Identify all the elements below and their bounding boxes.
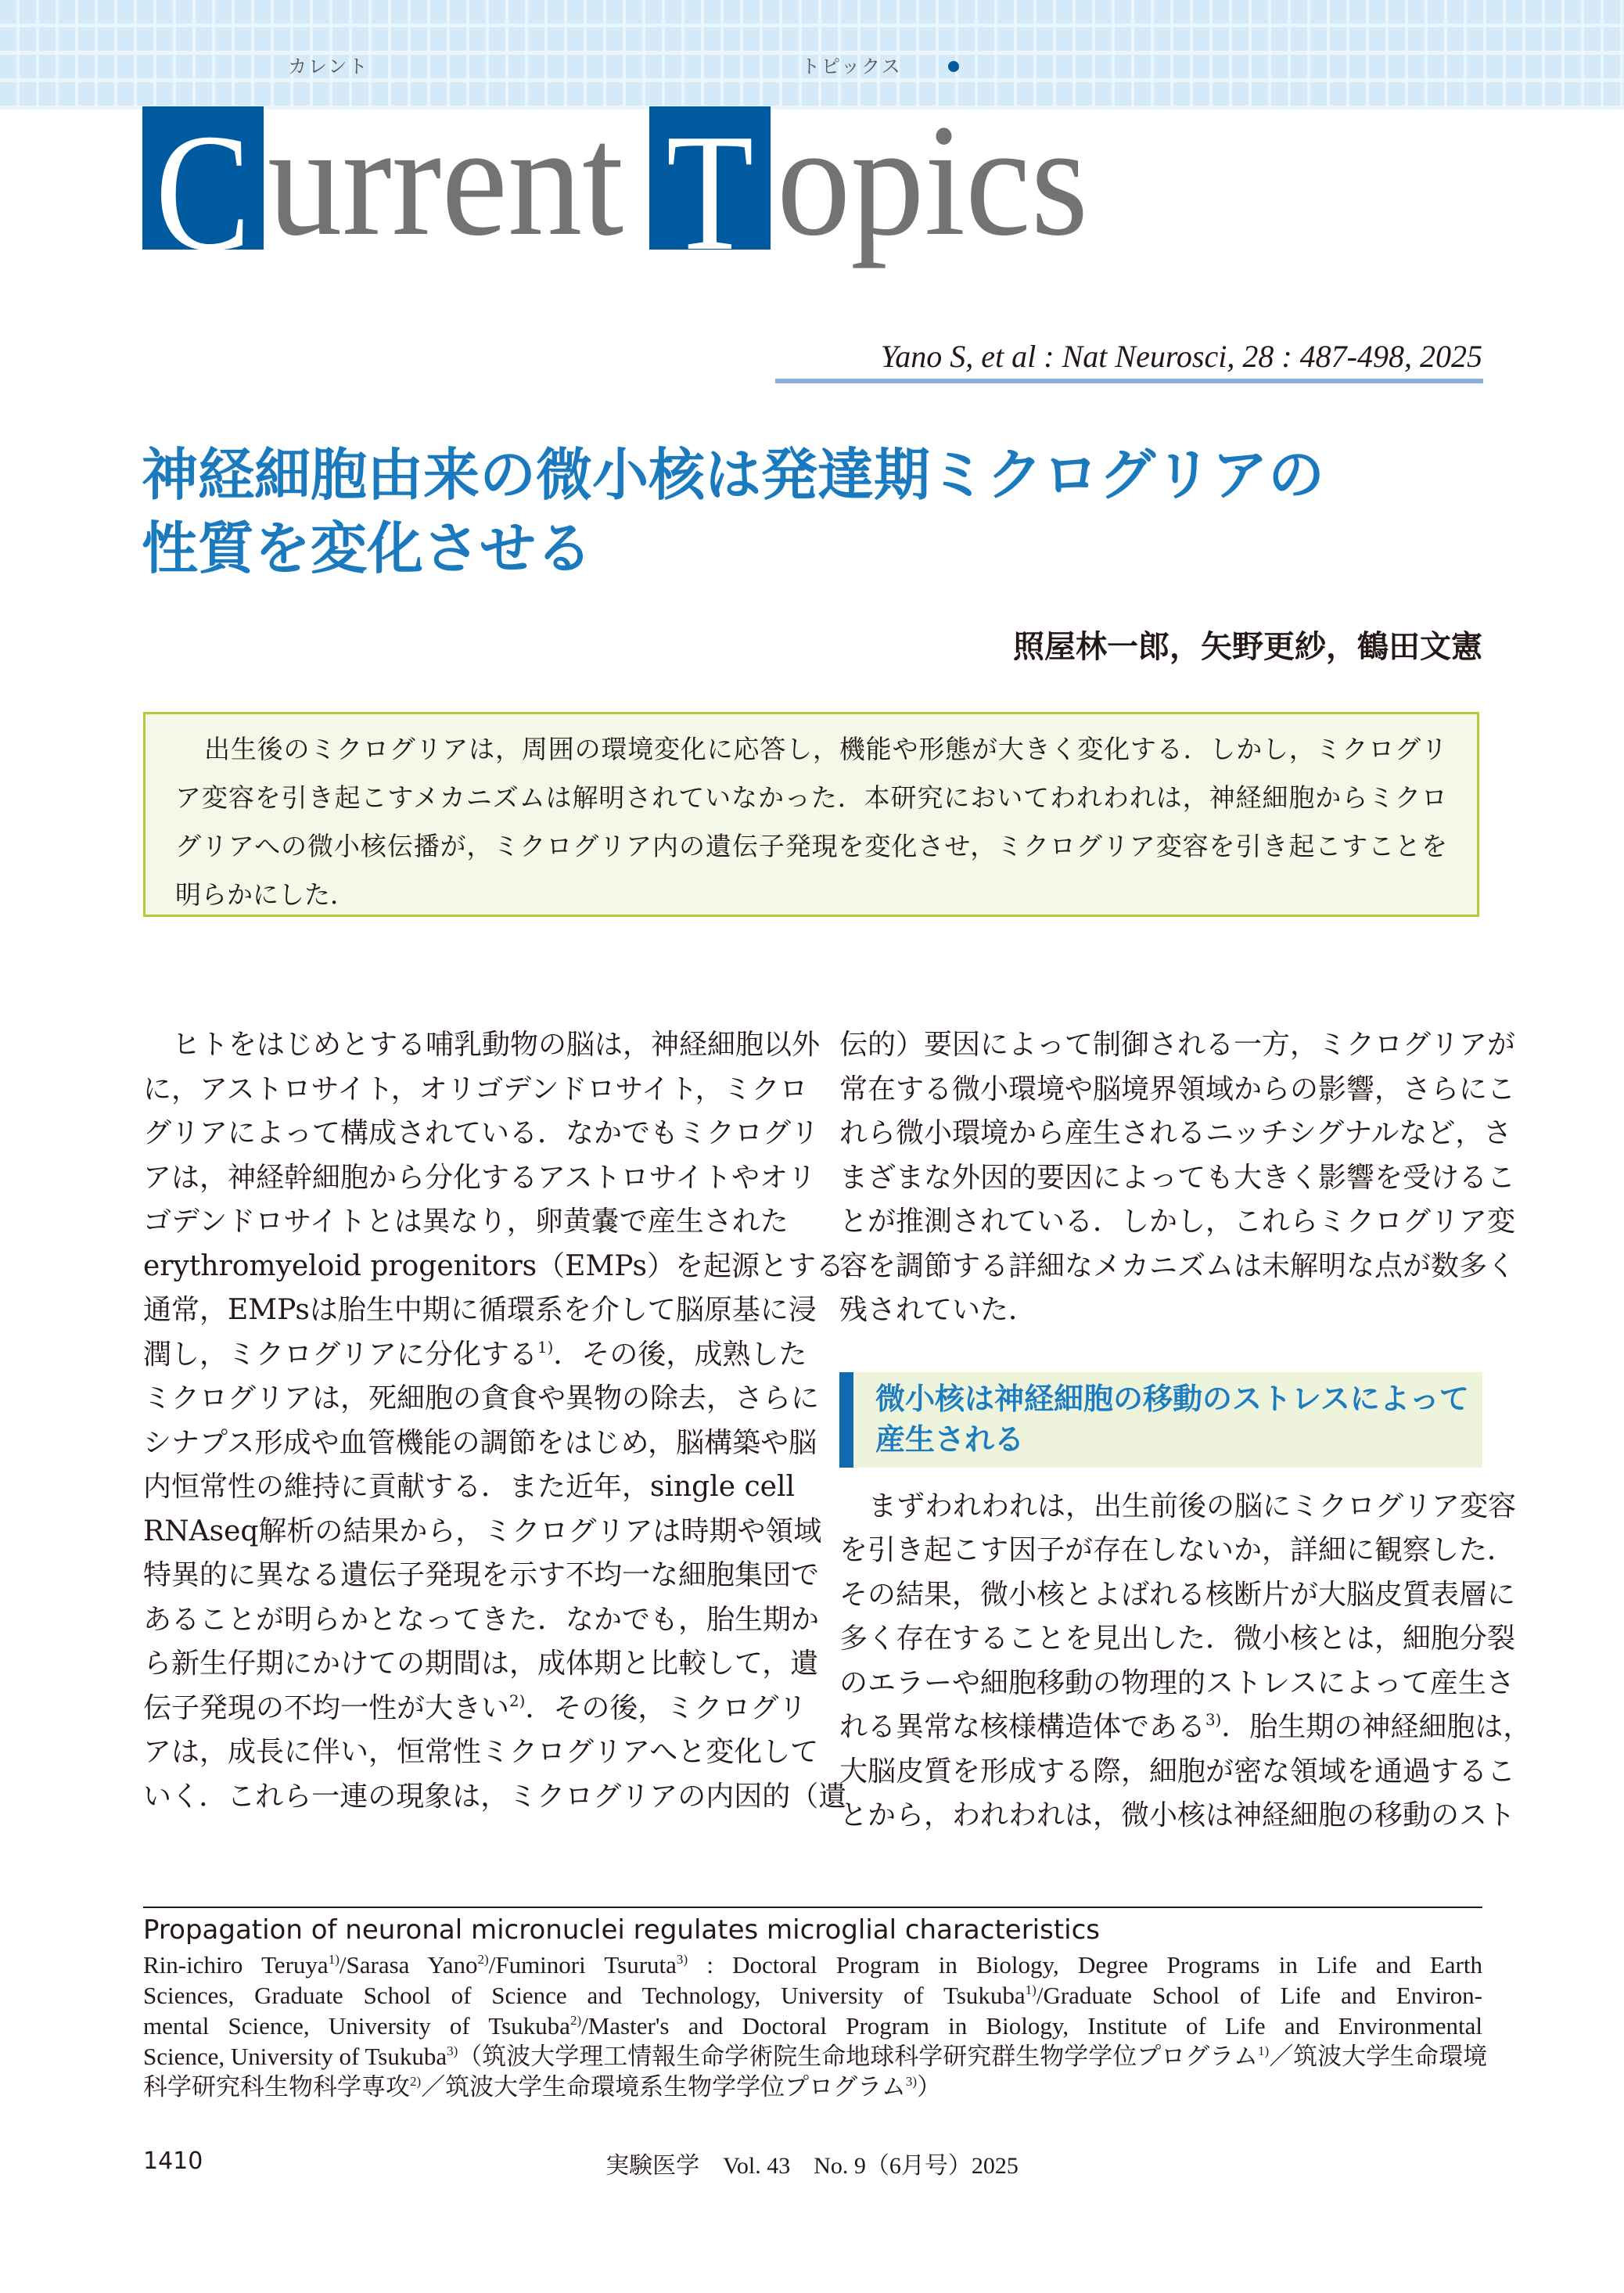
citation-underline	[775, 379, 1483, 383]
logo-dot-icon	[948, 61, 959, 72]
section-heading-line: 産生される	[875, 1421, 1025, 1457]
left-column	[143, 1023, 873, 1819]
section-heading-line: 微小核は神経細胞の移動のストレスによって	[875, 1381, 1469, 1416]
text-line: アは，神経幹細胞から分化するアストロサイトやオリ	[143, 1161, 817, 1194]
author-affiliations	[143, 1950, 1488, 2102]
text-line: 内恒常性の維持に貢献する．また近年，single cell	[143, 1471, 795, 1503]
text-line: アは，成長に伴い，恒常性ミクログリアへと変化して	[143, 1736, 819, 1768]
logo-word-opics: opics	[777, 92, 1089, 269]
logo-kana-current: カレント	[288, 56, 369, 77]
text-line: その結果，微小核とよばれる核断片が大脳皮質表層に	[839, 1578, 1516, 1611]
logo-word-urrent: urrent	[268, 92, 624, 269]
text-line: シナプス形成や血管機能の調節をはじめ，脳構築や脳	[143, 1426, 817, 1459]
logo-letter-t: T	[666, 106, 754, 250]
logo-kana-topics: トピックス	[801, 56, 902, 77]
text-line: のエラーや細胞移動の物理的ストレスによって産生さ	[839, 1666, 1514, 1699]
reference-superscript: 3)	[676, 1952, 688, 1968]
text-line: れる異常な核様構造体である$^{3)}$．胎生期の神経細胞は，	[839, 1711, 1532, 1743]
journal-info: 実験医学 Vol. 43 No. 9（6月号）2025	[605, 2153, 1019, 2179]
paragraph	[839, 1485, 1532, 1838]
text-line: を引き起こす因子が存在しないか，詳細に観察した．	[839, 1534, 1516, 1566]
abstract-box	[143, 712, 1479, 917]
text-line: 明らかにした．	[175, 879, 356, 910]
text-line: 常在する微小環境や脳境界領域からの影響，さらにこ	[839, 1073, 1516, 1105]
reference-superscript: 1)	[328, 1952, 340, 1968]
text-line: 伝的）要因によって制御される一方，ミクログリアが	[839, 1029, 1516, 1061]
text-line: mental Science, University of Tsukuba$^{2)}$/Master's and Doctoral Program in Biology, Institute of Life and Environmental	[143, 2012, 1482, 2040]
reference-superscript: 2)	[509, 1691, 526, 1710]
reference-superscript: 3)	[447, 2043, 458, 2059]
text-line: に，アストロサイト，オリゴデンドロサイト，ミクロ	[143, 1073, 808, 1105]
footer-divider	[143, 1907, 1482, 1908]
text-line: ら新生仔期にかけての期間は，成体期と比較して，遺	[143, 1648, 819, 1680]
text-line: ヒトをはじめとする哺乳動物の脳は，神経細胞以外	[172, 1029, 821, 1061]
text-line: まざまな外因的要因によっても大きく影響を受けるこ	[839, 1161, 1516, 1194]
text-line: Rin-ichiro Teruya$^{1)}$/Sarasa Yano$^{2)}$/Fuminori Tsuruta$^{3)}$ : Doctoral Program in Biology, Degree Programs in Life and Earth	[143, 1951, 1482, 1979]
text-line: 科学研究科生物科学専攻$^{2)}$／筑波大学生命環境系生物学学位プログラム$^{3)}$）	[143, 2073, 942, 2101]
right-column	[839, 1023, 1532, 1838]
text-line: 特異的に異なる遺伝子発現を示す不均一な細胞集団で	[143, 1559, 820, 1591]
text-line: まずわれわれは，出生前後の脳にミクログリア変容	[868, 1490, 1517, 1522]
text-line: いく．これら一連の現象は，ミクログリアの内因的（遺	[143, 1780, 847, 1813]
text-line: あることが明らかとなってきた．なかでも，胎生期か	[143, 1603, 820, 1636]
reference-superscript: 2)	[477, 1952, 489, 1968]
text-line: グリアへの微小核伝播が，ミクログリア内の遺伝子発現を変化させ，ミクログリア変容を引き起こすことを	[175, 831, 1447, 861]
text-line: 伝子発現の不均一性が大きい$^{2)}$．その後，ミクログリ	[143, 1691, 807, 1724]
text-line: 多く存在することを見出した．微小核とは，細胞分裂	[839, 1623, 1516, 1655]
reference-superscript: 2)	[410, 2074, 422, 2090]
text-line: 潤し，ミクログリアに分化する$^{1)}$．その後，成熟した	[143, 1338, 807, 1371]
reference-superscript: 3)	[1205, 1711, 1222, 1730]
reference-superscript: 1)	[537, 1338, 554, 1357]
article-title	[142, 438, 1487, 585]
text-line: れら微小環境から産生されるニッチシグナルなど，さ	[839, 1117, 1512, 1149]
paragraph	[839, 1023, 1516, 1333]
section-heading	[839, 1372, 1482, 1468]
reference-superscript: 2)	[569, 2013, 582, 2029]
logo-t-box	[649, 106, 771, 250]
text-line: 出生後のミクログリアは，周囲の環境変化に応答し，機能や形態が大きく変化する．しかし，ミクログリ	[204, 734, 1447, 764]
reference-superscript: 3)	[905, 2074, 918, 2090]
text-line: Science, University of Tsukuba$^{3)}$（筑波大学理工情報生命学術院生命地球科学研究群生物学学位プログラム$^{1)}$／筑波大学生命環境	[143, 2043, 1488, 2070]
reference-superscript: 1)	[1025, 1982, 1037, 1998]
text-line: ア変容を引き起こすメカニズムは解明されていなかった．本研究においてわれわれは，神経細胞からミクロ	[175, 782, 1447, 813]
text-line: erythromyeloid progenitors（EMPs）を起源とする．	[143, 1249, 873, 1282]
text-line: ゴデンドロサイトとは異なり，卵黄嚢で産生された	[143, 1206, 789, 1238]
page-number: 1410	[143, 2147, 203, 2175]
text-line: 残されていた．	[839, 1294, 1037, 1326]
text-line: RNAseq解析の結果から，ミクログリアは時期や領域	[143, 1515, 822, 1547]
text-line: 容を調節する詳細なメカニズムは未解明な点が数多く	[839, 1249, 1516, 1282]
text-line: Sciences, Graduate School of Science and Technology, University of Tsukuba$^{1)}$/Graduate School of Life and Environ-	[143, 1982, 1482, 2009]
reference-superscript: 1)	[1258, 2043, 1270, 2059]
text-line: グリアによって構成されている．なかでもミクログリ	[143, 1117, 820, 1149]
logo-letter-c: C	[155, 106, 251, 250]
citation: Yano S, et al : Nat Neurosci, 28 : 487-498, 2025	[880, 339, 1482, 374]
title-line: 神経細胞由来の微小核は発達期ミクログリアの	[142, 442, 1325, 508]
title-line: 性質を変化させる	[142, 516, 593, 581]
text-line: 通常，EMPsは胎生中期に循環系を介して脳原基に浸	[143, 1294, 817, 1326]
text-line: ミクログリアは，死細胞の貪食や異物の除去，さらに	[143, 1382, 820, 1414]
english-title: Propagation of neuronal micronuclei regulates microglial characteristics	[143, 1914, 1101, 1946]
authors: 照屋林一郎，矢野更紗，鶴田文憲	[1013, 629, 1482, 665]
text-line: とから，われわれは，微小核は神経細胞の移動のスト	[839, 1799, 1516, 1831]
text-line: 大脳皮質を形成する際，細胞が密な領域を通過するこ	[839, 1755, 1516, 1788]
logo-c-box	[142, 106, 264, 250]
text-line: とが推測されている．しかし，これらミクログリア変	[839, 1206, 1516, 1238]
